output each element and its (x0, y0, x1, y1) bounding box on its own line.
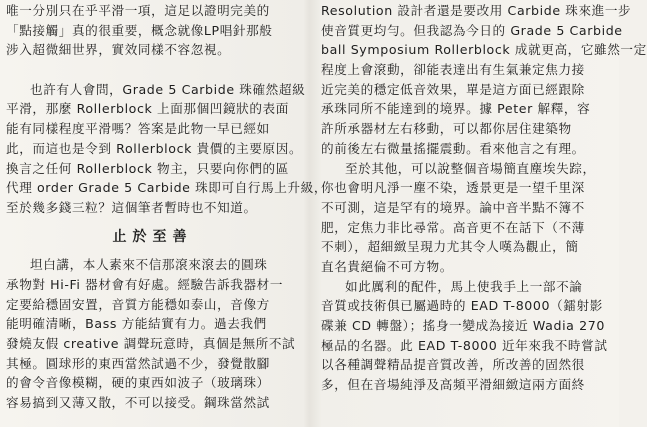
left-column (6, 1, 328, 413)
right-column (321, 1, 647, 395)
text-line: 涉入超微細世界，實效同樣不容忽視。 (6, 42, 231, 58)
section-heading: 止於至善 (112, 228, 193, 245)
text-line: 坦白講，本人素來不信那滾來滾去的圓珠 (30, 257, 268, 273)
text-line: 至於其他，可以說整個音場簡直塵埃失踪， (345, 160, 596, 176)
text-line: 碟兼 CD 轉盤）；搖身一變成為接近 Wadia 270 (321, 318, 605, 333)
text-line: 此，而這也是令到 Rollerblock 貴價的主要原因。 (6, 140, 303, 156)
text-line: ball Symposium Rollerblock 成就更高，它雖然一定 (321, 42, 647, 58)
text-line: 不刺），超細緻呈現力尤其令人嘆為觀止，簡 (321, 239, 579, 255)
text-line: 代理 order Grade 5 Carbide 珠即可自行馬上升級， (6, 180, 328, 196)
text-line: 近完美的穩定低音效果，單是這方面已經跟除 (321, 81, 585, 97)
text-line: 的會令音像模糊，硬的東西如波子（玻璃珠） (6, 375, 270, 391)
text-line: 至於幾多錢三粒？這個筆者暫時也不知道。 (6, 199, 257, 215)
left-paragraph-2 (6, 80, 328, 218)
text-line: 發燒友假 creative 調聲玩意時，真個是無所不試 (6, 336, 296, 351)
right-paragraph-3 (321, 277, 613, 395)
text-line: 音質或技術俱已屬過時的 EAD T-8000（鐳射影 (321, 298, 603, 314)
text-line: 換言之任何 Rollerblock 物主，只要向你們的區 (6, 160, 289, 176)
text-line: 能明確清晰，Bass 方能結實有力。過去我們 (6, 316, 267, 332)
text-line: 不可測，這是罕有的境界。論中音半點不簿不 (321, 199, 585, 215)
text-line: 承物對 Hi-Fi 器材會有好處。經驗告訴我器材一 (6, 276, 284, 292)
right-paragraph-2 (321, 159, 613, 277)
text-line: 以各種調聲精品提音質改善，所改善的固然很 (321, 357, 585, 373)
right-paragraph-1 (321, 1, 647, 159)
text-line: 也許有人會問，Grade 5 Carbide 珠確然超級 (30, 81, 306, 97)
text-line: Resolution 設計者還是要改用 Carbide 珠來進一步 (321, 3, 632, 18)
text-line: 其極。圓球形的東西當然試過不少，發覺散腳 (6, 355, 270, 371)
text-line: 平滑，那麼 Rollerblock 上面那個凹鏡狀的表面 (6, 101, 289, 117)
text-line: 承珠同所不能達到的境界。據 Peter 解釋，容 (321, 101, 591, 117)
text-line: 使音質更均勻。但我認為今日的 Grade 5 Carbide (321, 22, 623, 38)
left-paragraph-1 (6, 1, 299, 60)
left-paragraph-3 (6, 255, 299, 413)
text-line: 容易搞到又薄又散，不可以接受。鋼珠當然試 (6, 395, 270, 411)
text-line: 許所承器材左右移動，可以都你居住建築物 (321, 121, 572, 137)
text-line: 如此厲利的配件，馬上使我手上一部不論 (345, 278, 583, 294)
text-line: 「點接觸」真的很重要，概念就像LP唱針那般 (6, 22, 273, 38)
text-line: 唯一分別只在乎平滑一項，這足以證明完美的 (6, 3, 270, 18)
text-line: 直名貴絕倫不可方物。 (321, 258, 453, 274)
text-line: 定要給穩固安置，音質方能穩如泰山，音像方 (6, 296, 270, 312)
text-line: 能有同樣程度平滑嗎？答案是此物一早已經如 (6, 121, 270, 137)
text-line: 的前後左右微量搖擺震動。看來他言之有理。 (321, 140, 585, 156)
text-line: 多，但在音場純淨及高頻平滑細緻這兩方面終 (321, 377, 585, 393)
text-line: 你也會明凡淨一塵不染，透景更是一望千里深 (321, 180, 585, 196)
text-line: 程度上會滾動，卻能表達出有生氣兼定焦力接 (321, 62, 585, 78)
text-line: 肥，定焦力非比尋常。高音更不在話下（不薄 (321, 219, 585, 235)
text-line: 極品的名器。此 EAD T-8000 近年來我不時嘗試 (321, 337, 608, 353)
